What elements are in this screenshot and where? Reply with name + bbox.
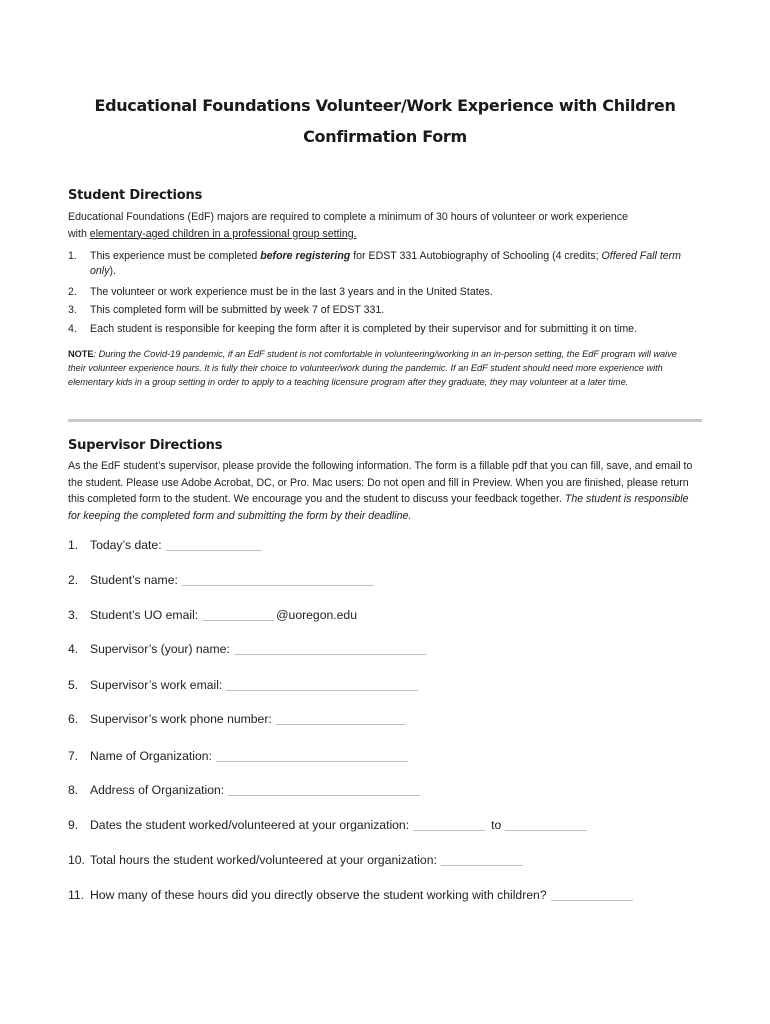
question-number: 3.: [68, 608, 79, 622]
supervisor-email-field[interactable]: [226, 678, 418, 691]
question-9: [68, 818, 587, 832]
item-number: 4.: [68, 323, 77, 335]
question-label: Student’s name:: [90, 573, 178, 587]
question-label: Student’s UO email:: [90, 608, 199, 622]
todays-date-field[interactable]: [166, 538, 262, 551]
intro-underlined-text: elementary-aged children in a professional group setting.: [89, 227, 357, 240]
question-label: Dates the student worked/volunteered at your organization:: [90, 818, 410, 832]
question-number: 7.: [68, 749, 79, 763]
student-directions-heading: Student Directions: [68, 188, 203, 203]
student-email-field[interactable]: [202, 608, 274, 621]
note-text: : During the Covid-19 pandemic, if an EdF student is not comfortable in volunteering/working in an in-person setting, the EdF program will waive their volunteer experience hours. It is fully their choice to volunteer/work during the pandemic. If an EdF student should need more experience with elementary kids in a group setting in order to apply to a teaching licensure program after they graduate, they may volunteer at a later time.: [68, 349, 677, 387]
item-number: 1.: [68, 250, 77, 262]
item-text-emphasis: before registering: [260, 250, 351, 262]
question-label: Total hours the student worked/volunteered at your organization:: [90, 853, 437, 867]
question-label: Supervisor’s work email:: [90, 678, 223, 692]
date-range-separator: to: [491, 818, 502, 832]
supervisor-directions-text: [68, 458, 698, 524]
question-number: 8.: [68, 783, 79, 797]
intro-line-2: with: [68, 227, 90, 240]
item-text-a: This experience must be completed: [90, 250, 261, 262]
question-number: 1.: [68, 538, 79, 552]
question-label: Supervisor’s work phone number:: [90, 712, 272, 726]
question-7: [68, 749, 408, 763]
form-title-line-2: Confirmation Form: [303, 127, 467, 146]
question-number: 4.: [68, 642, 79, 656]
supervisor-directions-heading: Supervisor Directions: [68, 438, 223, 453]
question-10: [68, 853, 523, 867]
end-date-field[interactable]: [505, 818, 587, 831]
item-text-c: for EDST 331 Autobiography of Schooling (4 credits;: [350, 250, 602, 262]
question-number: 9.: [68, 818, 79, 832]
question-1: [68, 538, 262, 552]
item-text: [90, 249, 708, 279]
question-5: [68, 678, 418, 692]
item-text: Each student is responsible for keeping the form after it is completed by their supervisor and for submitting it on time.: [90, 323, 638, 335]
intro-line-1: Educational Foundations (EdF) majors are required to complete a minimum of 30 hours of volunteer or work experience: [68, 211, 628, 223]
question-number: 11.: [68, 888, 85, 902]
question-11: [68, 888, 633, 902]
item-number: 2.: [68, 286, 77, 298]
question-number: 2.: [68, 573, 79, 587]
question-label: How many of these hours did you directly observe the student working with children?: [90, 888, 547, 902]
supervisor-para-italic: The student is responsible for keeping the completed form and submitting the form by their deadline.: [68, 493, 689, 522]
supervisor-para-plain: As the EdF student’s supervisor, please provide the following information. The form is a fillable pdf that you can fill, save, and email to the student. Please use Adobe Acrobat, DC, or Pro. Mac users: Do not open and fill in Preview. When you are finished, please return this completed form to the student. We encourage you and the student to discuss your feedback together.: [68, 460, 693, 505]
student-name-field[interactable]: [182, 573, 374, 586]
item-number: 3.: [68, 304, 77, 316]
question-number: 5.: [68, 678, 79, 692]
supervisor-phone-field[interactable]: [276, 712, 406, 725]
total-hours-field[interactable]: [441, 853, 523, 866]
note-label: NOTE: [68, 349, 94, 359]
item-text-italic: Offered Fall term only: [90, 250, 682, 277]
question-number: 6.: [68, 712, 79, 726]
start-date-field[interactable]: [413, 818, 485, 831]
question-6: [68, 712, 406, 726]
question-label: Today’s date:: [90, 538, 162, 552]
question-label: Address of Organization:: [90, 783, 225, 797]
student-direction-item-1: [68, 249, 708, 279]
item-text: This completed form will be submitted by week 7 of EDST 331.: [90, 304, 385, 316]
question-2: [68, 573, 374, 587]
question-3: [68, 608, 357, 622]
student-direction-item-3: [68, 303, 708, 318]
observed-hours-field[interactable]: [551, 888, 633, 901]
student-directions-intro: [68, 209, 708, 242]
question-4: [68, 642, 426, 656]
organization-address-field[interactable]: [228, 783, 420, 796]
question-label: Supervisor’s (your) name:: [90, 642, 230, 656]
question-label: Name of Organization:: [90, 749, 212, 763]
item-text-e: ).: [109, 265, 116, 277]
item-text: The volunteer or work experience must be in the last 3 years and in the United States.: [90, 286, 493, 298]
form-title-line-1: Educational Foundations Volunteer/Work Experience with Children: [94, 96, 676, 115]
student-direction-item-4: [68, 322, 708, 337]
student-direction-item-2: [68, 285, 708, 300]
question-number: 10.: [68, 853, 85, 867]
section-divider: [68, 419, 702, 422]
covid-note: [68, 347, 688, 389]
supervisor-name-field[interactable]: [234, 642, 426, 655]
organization-name-field[interactable]: [216, 749, 408, 762]
question-8: [68, 783, 420, 797]
email-domain-suffix: @uoregon.edu: [276, 608, 357, 622]
